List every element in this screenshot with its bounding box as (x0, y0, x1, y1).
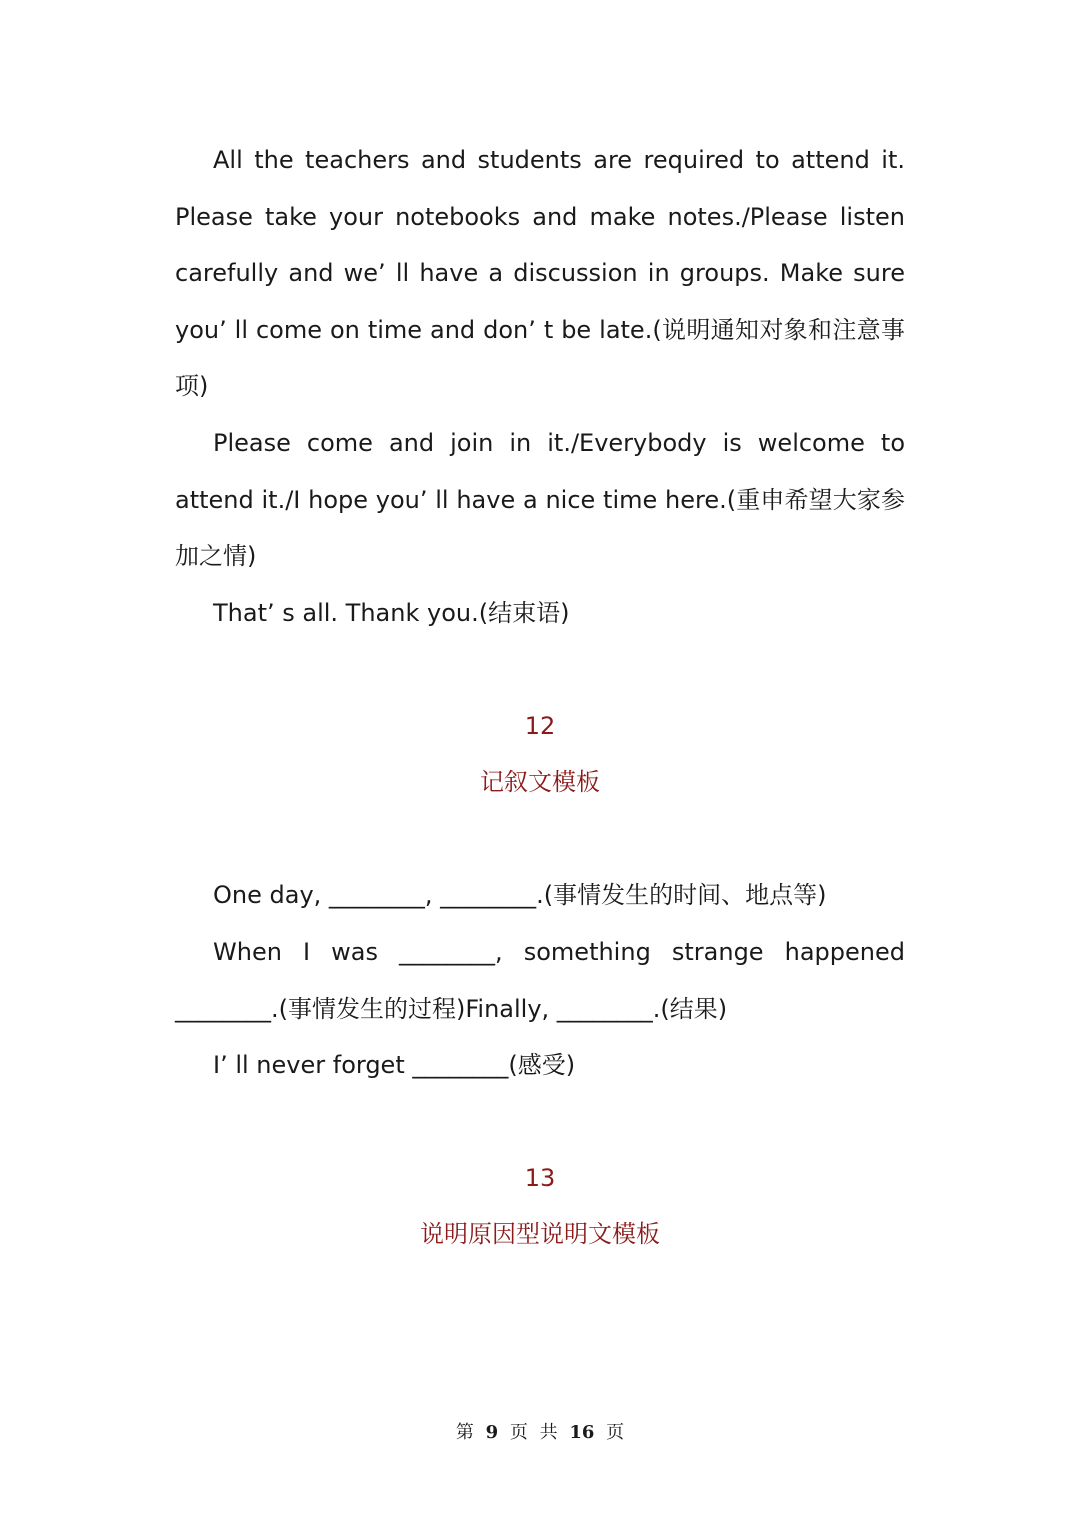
paragraph-never-forget (175, 1037, 905, 1094)
paragraph-one-day (175, 867, 905, 924)
footer-total-pages: 16 (569, 1422, 595, 1443)
section-title-cause-explanation-template: 说明原因型说明文模板 (420, 1220, 660, 1248)
paragraph-closing (175, 585, 905, 642)
paragraph-text: Please come and join in it./Everybody is welcome to attend it./I hope you’ ll have a nice time here.(重申希望大家参加之情) (175, 429, 905, 571)
footer-current-page: 9 (485, 1422, 499, 1443)
paragraph-attendance-notes (175, 132, 905, 415)
footer-suffix: 页 (606, 1422, 625, 1443)
paragraph-text: That’ s all. Thank you.(结束语) (213, 599, 570, 627)
paragraph-when-i-was (175, 924, 905, 1037)
paragraph-text: All the teachers and students are required to attend it. Please take your notebooks and make notes./Please listen carefully and we’ ll have a discussion in groups. Make sure you’ ll come on time and don’ t be late.(说明通知对象和注意事项) (175, 146, 905, 401)
page-footer (0, 1418, 1080, 1444)
paragraph-text: One day, ________, ________.(事情发生的时间、地点等) (213, 881, 827, 909)
section-number-12: 12 (524, 712, 556, 740)
paragraph-text: When I was ________, something strange happened ________.(事情发生的过程)Finally, ________.(结果) (175, 938, 905, 1023)
footer-middle: 页 共 (509, 1422, 558, 1443)
paragraph-welcome (175, 415, 905, 585)
section-title-narrative-template: 记叙文模板 (480, 768, 600, 796)
paragraph-text: I’ ll never forget ________(感受) (213, 1051, 576, 1079)
footer-prefix: 第 (455, 1422, 474, 1443)
section-number-13: 13 (524, 1164, 556, 1192)
